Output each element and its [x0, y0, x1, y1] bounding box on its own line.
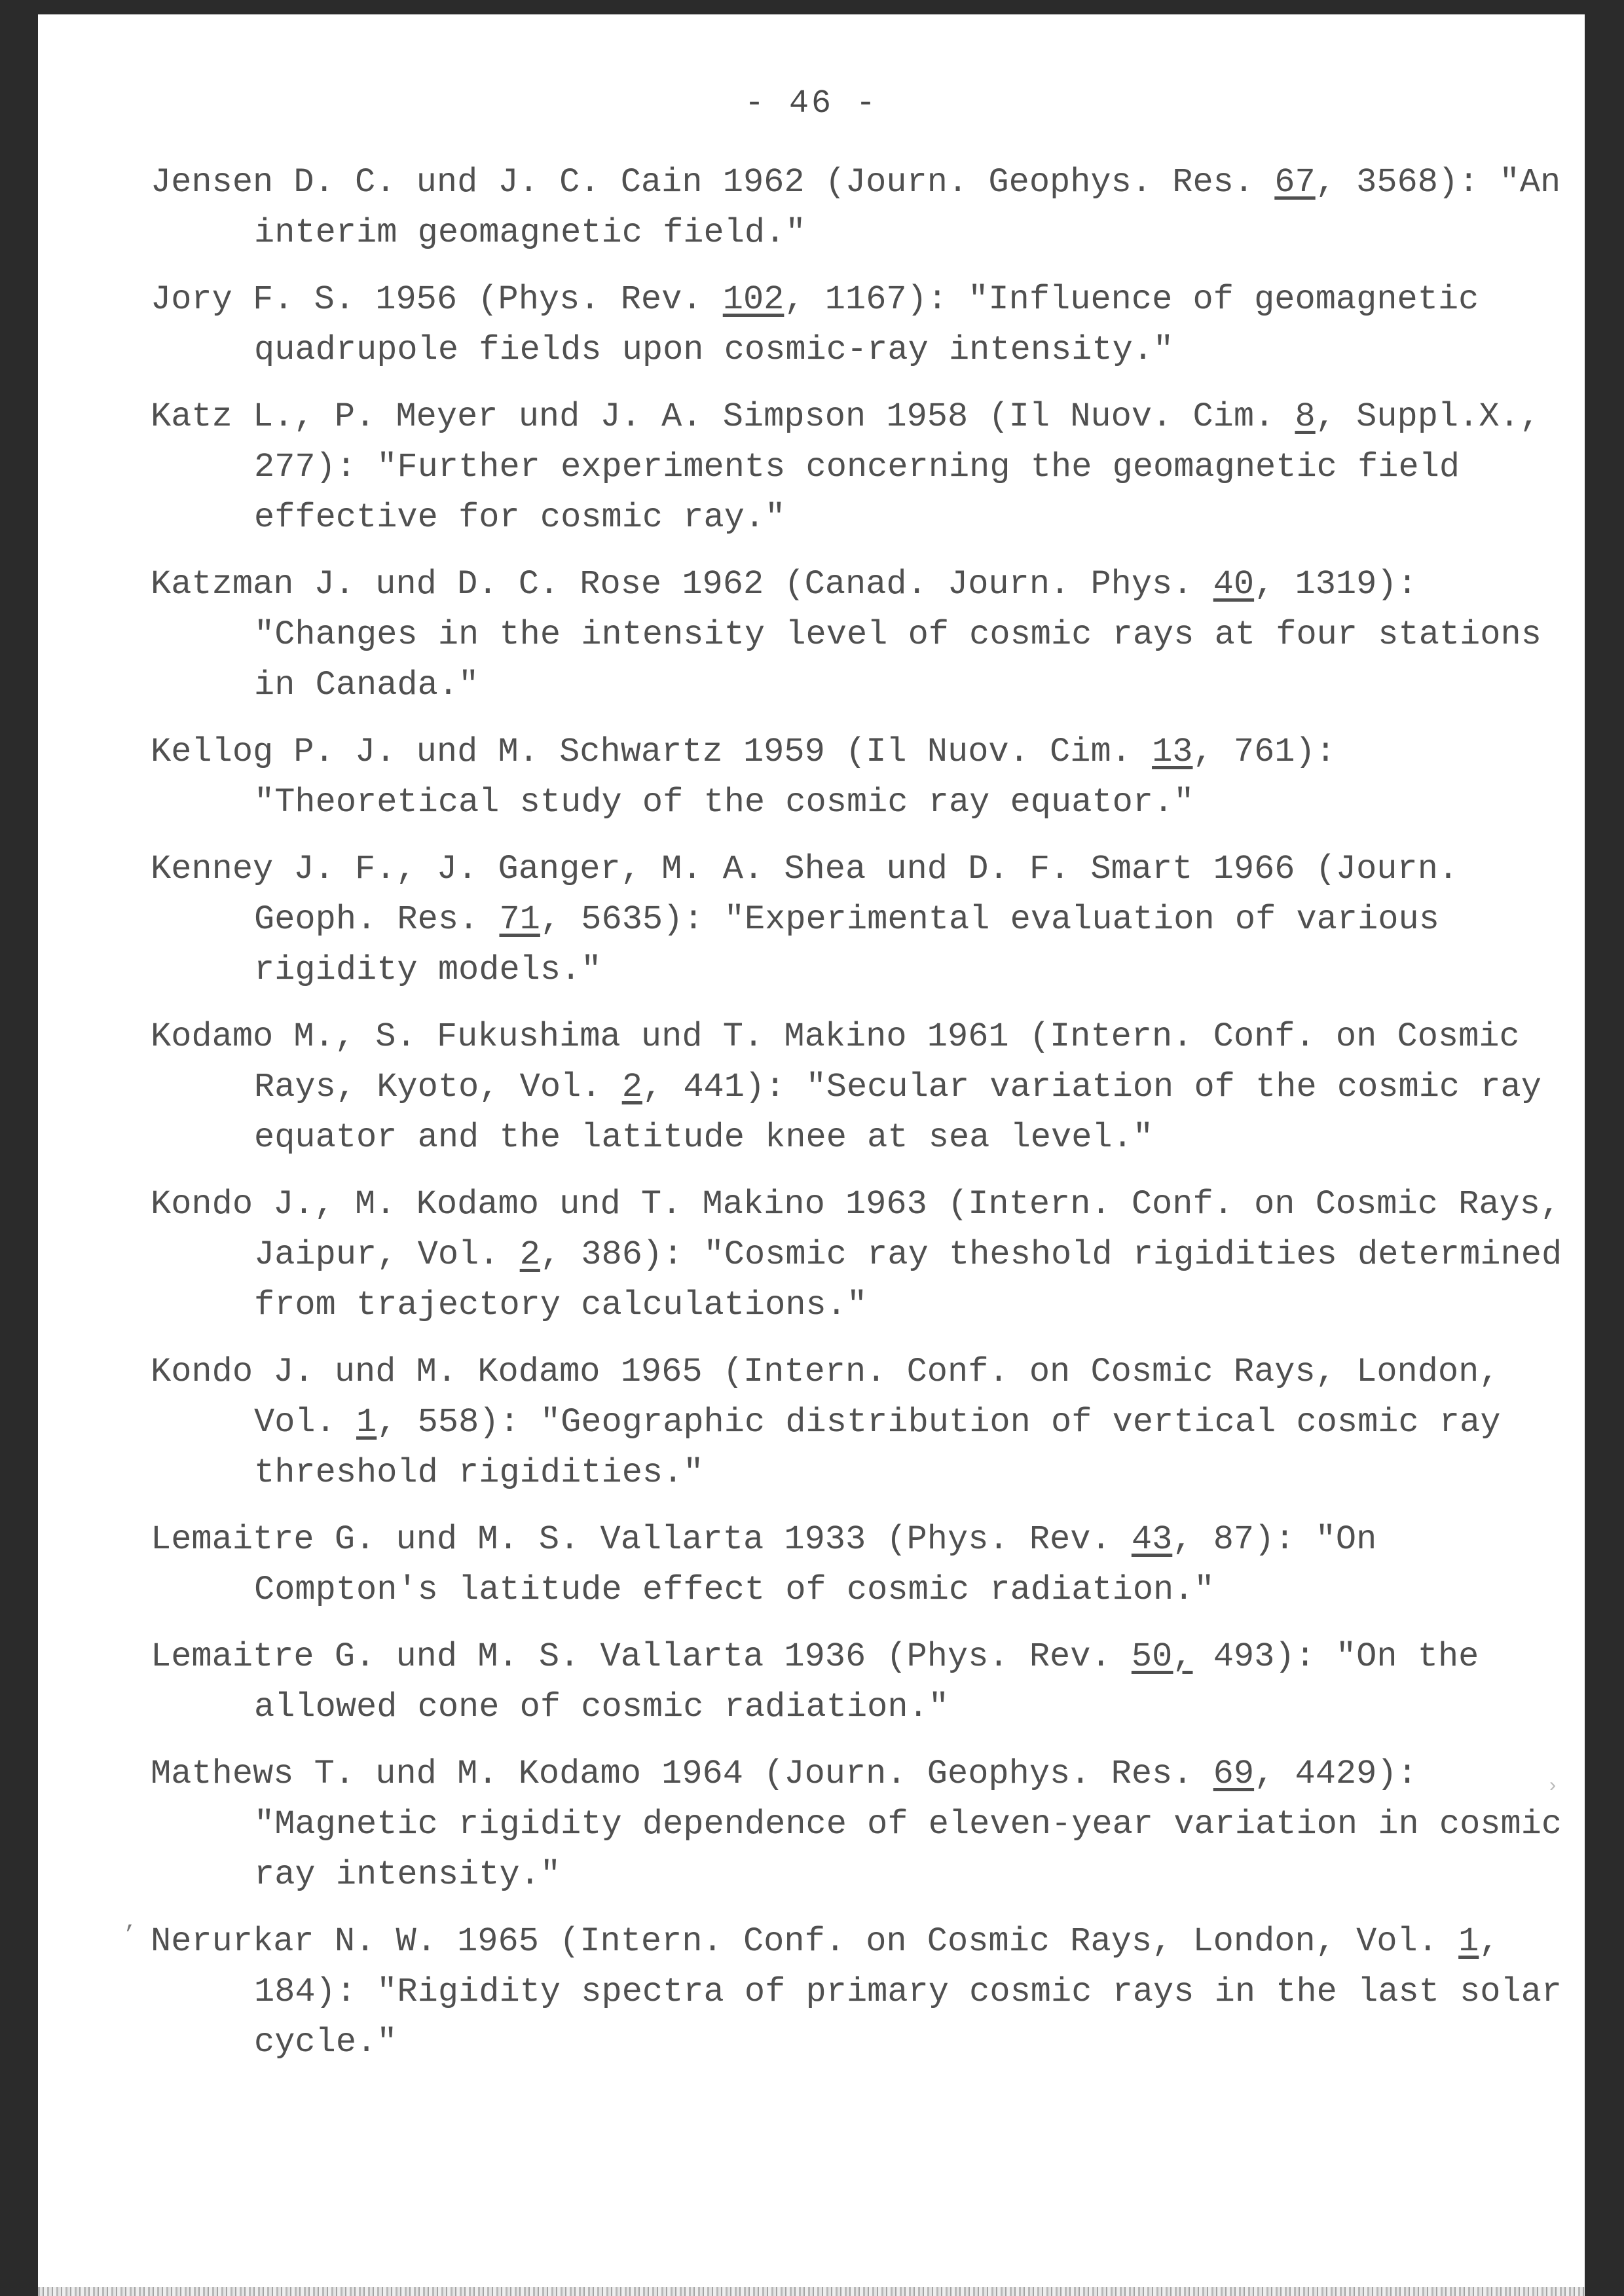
reference-entry — [151, 1179, 1565, 1330]
ref-pages-title: , 558): "Geographic distribution of vertical cosmic ray threshold rigidities." — [254, 1403, 1501, 1492]
ref-authors-year: Kenney J. F., J. Ganger, M. A. Shea und D. F. Smart 1966 — [151, 850, 1295, 888]
ref-source: (Il Nuov. Cim. — [824, 733, 1153, 771]
scan-bottom-edge — [38, 2287, 1585, 2296]
reference-entry — [151, 559, 1565, 710]
ref-authors-year: Jory F. S. 1956 — [151, 280, 458, 319]
ref-volume: 69 — [1213, 1755, 1255, 1793]
ref-volume: 102 — [722, 280, 784, 319]
ref-pages-title: , 3568): "An interim geomagnetic field." — [254, 163, 1561, 252]
document-page — [38, 14, 1585, 2296]
ref-pages-title: 493): "On the allowed cone of cosmic radiation." — [254, 1637, 1479, 1726]
reference-entry — [151, 392, 1565, 543]
ref-volume: 67 — [1274, 163, 1316, 202]
ref-pages-title: , 184): "Rigidity spectra of primary cosmic rays in the last solar cycle." — [254, 1922, 1562, 2062]
ref-pages-title: , Suppl.X., 277): "Further experiments concerning the geomagnetic field effective for cosmic ray." — [254, 397, 1540, 537]
ref-volume: 1 — [356, 1403, 377, 1442]
ref-pages-title: , 1167): "Influence of geomagnetic quadrupole fields upon cosmic-ray intensity." — [254, 280, 1479, 369]
ref-source: (Il Nuov. Cim. — [968, 397, 1295, 436]
ref-pages-title: , 386): "Cosmic ray theshold rigidities determined from trajectory calculations." — [254, 1235, 1562, 1324]
ref-authors-year: Lemaitre G. und M. S. Vallarta 1936 — [151, 1637, 866, 1676]
reference-entry — [151, 274, 1565, 375]
ref-source: (Journ. Geoph. Res. — [254, 850, 1459, 939]
ref-source: (Intern. Conf. on Cosmic Rays, Kyoto, Vol. — [254, 1017, 1520, 1106]
ref-authors-year: Katzman J. und D. C. Rose 1962 — [151, 565, 764, 604]
ref-volume: 1 — [1458, 1922, 1479, 1961]
ref-volume: 71 — [499, 900, 540, 939]
ref-pages-title: , 761): "Theoretical study of the cosmic ray equator." — [254, 733, 1336, 822]
ref-pages-title: , 5635): "Experimental evaluation of various rigidity models." — [254, 900, 1439, 989]
ref-source: (Phys. Rev. — [457, 280, 723, 319]
reference-entry — [151, 1916, 1565, 2068]
ref-source: (Intern. Conf. on Cosmic Rays, London, Vol. — [538, 1922, 1459, 1961]
ref-volume: 50, — [1131, 1637, 1193, 1676]
ref-pages-title: , 4429): "Magnetic rigidity dependence of eleven-year variation in cosmic ray intensity." — [254, 1755, 1562, 1894]
reference-entry — [151, 1347, 1565, 1498]
ref-authors-year: Kellog P. J. und M. Schwartz 1959 — [151, 733, 825, 771]
ref-pages-title: , 87): "On Compton's latitude effect of cosmic radiation." — [254, 1520, 1377, 1609]
ref-authors-year: Katz L., P. Meyer und J. A. Simpson 1958 — [151, 397, 969, 436]
ref-authors-year: Kondo J. und M. Kodamo 1965 — [151, 1353, 703, 1391]
reference-entry — [151, 1631, 1565, 1732]
ref-source: (Journ. Geophys. Res. — [804, 163, 1275, 202]
reference-entry — [151, 727, 1565, 828]
reference-entry — [151, 844, 1565, 995]
ref-volume: 13 — [1152, 733, 1193, 771]
ref-authors-year: Kondo J., M. Kodamo und T. Makino 1963 — [151, 1185, 927, 1224]
ref-volume: 2 — [621, 1068, 642, 1106]
reference-list — [151, 157, 1565, 2084]
ref-source: (Phys. Rev. — [866, 1637, 1132, 1676]
ref-pages-title: , 441): "Secular variation of the cosmic ray equator and the latitude knee at sea level." — [254, 1068, 1541, 1157]
reference-entry — [151, 1011, 1565, 1163]
ref-authors-year: Nerurkar N. W. 1965 — [151, 1922, 539, 1961]
ref-source: (Phys. Rev. — [866, 1520, 1132, 1559]
edge-speck: › — [1546, 1776, 1559, 1798]
reference-entry — [151, 1514, 1565, 1615]
ref-source: (Journ. Geophys. Res. — [743, 1755, 1213, 1793]
ref-authors-year: Kodamo M., S. Fukushima und T. Makino 1961 — [151, 1017, 1009, 1056]
page-number: - 46 - — [744, 85, 879, 122]
ref-source: (Canad. Journ. Phys. — [764, 565, 1213, 604]
ref-volume: 40 — [1213, 565, 1255, 604]
ref-source: (Intern. Conf. on Cosmic Rays, London, Vol. — [254, 1353, 1500, 1442]
ref-authors-year: Lemaitre G. und M. S. Vallarta 1933 — [151, 1520, 866, 1559]
reference-entry — [151, 157, 1565, 258]
ref-volume: 43 — [1131, 1520, 1173, 1559]
ref-authors-year: Jensen D. C. und J. C. Cain 1962 — [151, 163, 805, 202]
reference-entry — [151, 1749, 1565, 1900]
ref-volume: 2 — [519, 1235, 540, 1274]
ref-source: (Intern. Conf. on Cosmic Rays, Jaipur, Vol. — [254, 1185, 1561, 1274]
ref-volume: 8 — [1295, 397, 1316, 436]
ref-authors-year: Mathews T. und M. Kodamo 1964 — [151, 1755, 743, 1793]
margin-mark: ‚ — [123, 1910, 137, 1935]
ref-pages-title: , 1319): "Changes in the intensity level of cosmic rays at four stations in Canada." — [254, 565, 1541, 704]
